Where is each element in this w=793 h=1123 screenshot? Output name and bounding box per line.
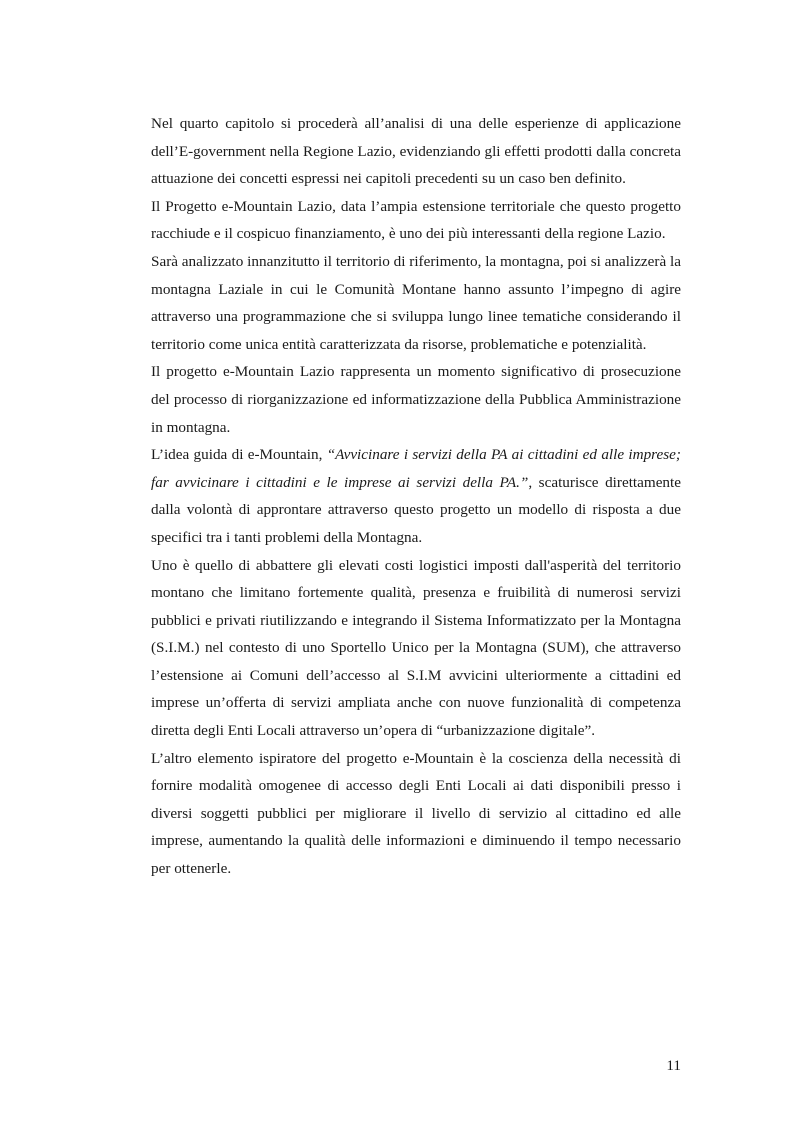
paragraph-emountain-project: Il Progetto e-Mountain Lazio, data l’ampia estensione territoriale che questo progetto racchiude e il cospicuo finanziamento, è uno dei più interessanti della regione Lazio. xyxy=(151,197,681,243)
paragraph-other-element: L’altro elemento ispiratore del progetto e-Mountain è la coscienza della necessità di fornire modalità omogenee di accesso degli Enti Locali ai dati disponibili presso i diversi soggetti pubblici per migliorare il livello di servizio al cittadino ed alle imprese, aumentando la qualità delle informazioni e diminuendo il tempo necessario per ottenerle. xyxy=(151,749,681,878)
body-text xyxy=(151,110,681,883)
paragraph-chapter-four-intro: Nel quarto capitolo si procederà all’analisi di una delle esperienze di applicazione dell’E-government nella Regione Lazio, evidenziando gli effetti prodotti dalla concreta attuazione dei concetti espressi nei capitoli precedenti su un caso ben definito. xyxy=(151,115,681,188)
paragraph-guiding-idea xyxy=(151,441,681,551)
guiding-idea-quote: “Avvicinare i servizi della PA ai cittadini ed alle imprese; far avvicinare i cittadini e le imprese ai servizi della PA.” xyxy=(151,446,681,491)
guiding-idea-lead: L’idea guida di e-Mountain, xyxy=(151,446,327,464)
page-number: 11 xyxy=(666,1057,681,1074)
paragraph-significant-moment: Il progetto e-Mountain Lazio rappresenta un momento significativo di prosecuzione del processo di riorganizzazione ed informatizzazione della Pubblica Amministrazione in montagna. xyxy=(151,363,681,436)
paragraph-logistic-costs: Uno è quello di abbattere gli elevati costi logistici imposti dall'asperità del territorio montano che limitano fortemente qualità, presenza e fruibilità di numerosi servizi pubblici e privati riutilizzando e integrando il Sistema Informatizzato per la Montagna (S.I.M.) nel contesto di uno Sportello Unico per la Montagna (SUM), che attraverso l’estensione ai Comuni dell’accesso al S.I.M avvicini ulteriormente a cittadini ed imprese un’offerta di servizi ampliata anche con nuove funzionalità di competenza diretta degli Enti Locali attraverso un’opera di “urbanizzazione digitale”. xyxy=(151,556,681,740)
paragraph-mountain-territory: Sarà analizzato innanzitutto il territorio di riferimento, la montagna, poi si analizzerà la montagna Laziale in cui le Comunità Montane hanno assunto l’impegno di agire attraverso una programmazione che si sviluppa lungo linee tematiche considerando il territorio come unica entità caratterizzata da risorse, problematiche e potenzialità. xyxy=(151,252,681,353)
guiding-idea-rest: , scaturisce direttamente dalla volontà di approntare attraverso questo progetto un modello di risposta a due specifici tra i tanti problemi della Montagna. xyxy=(151,473,681,546)
